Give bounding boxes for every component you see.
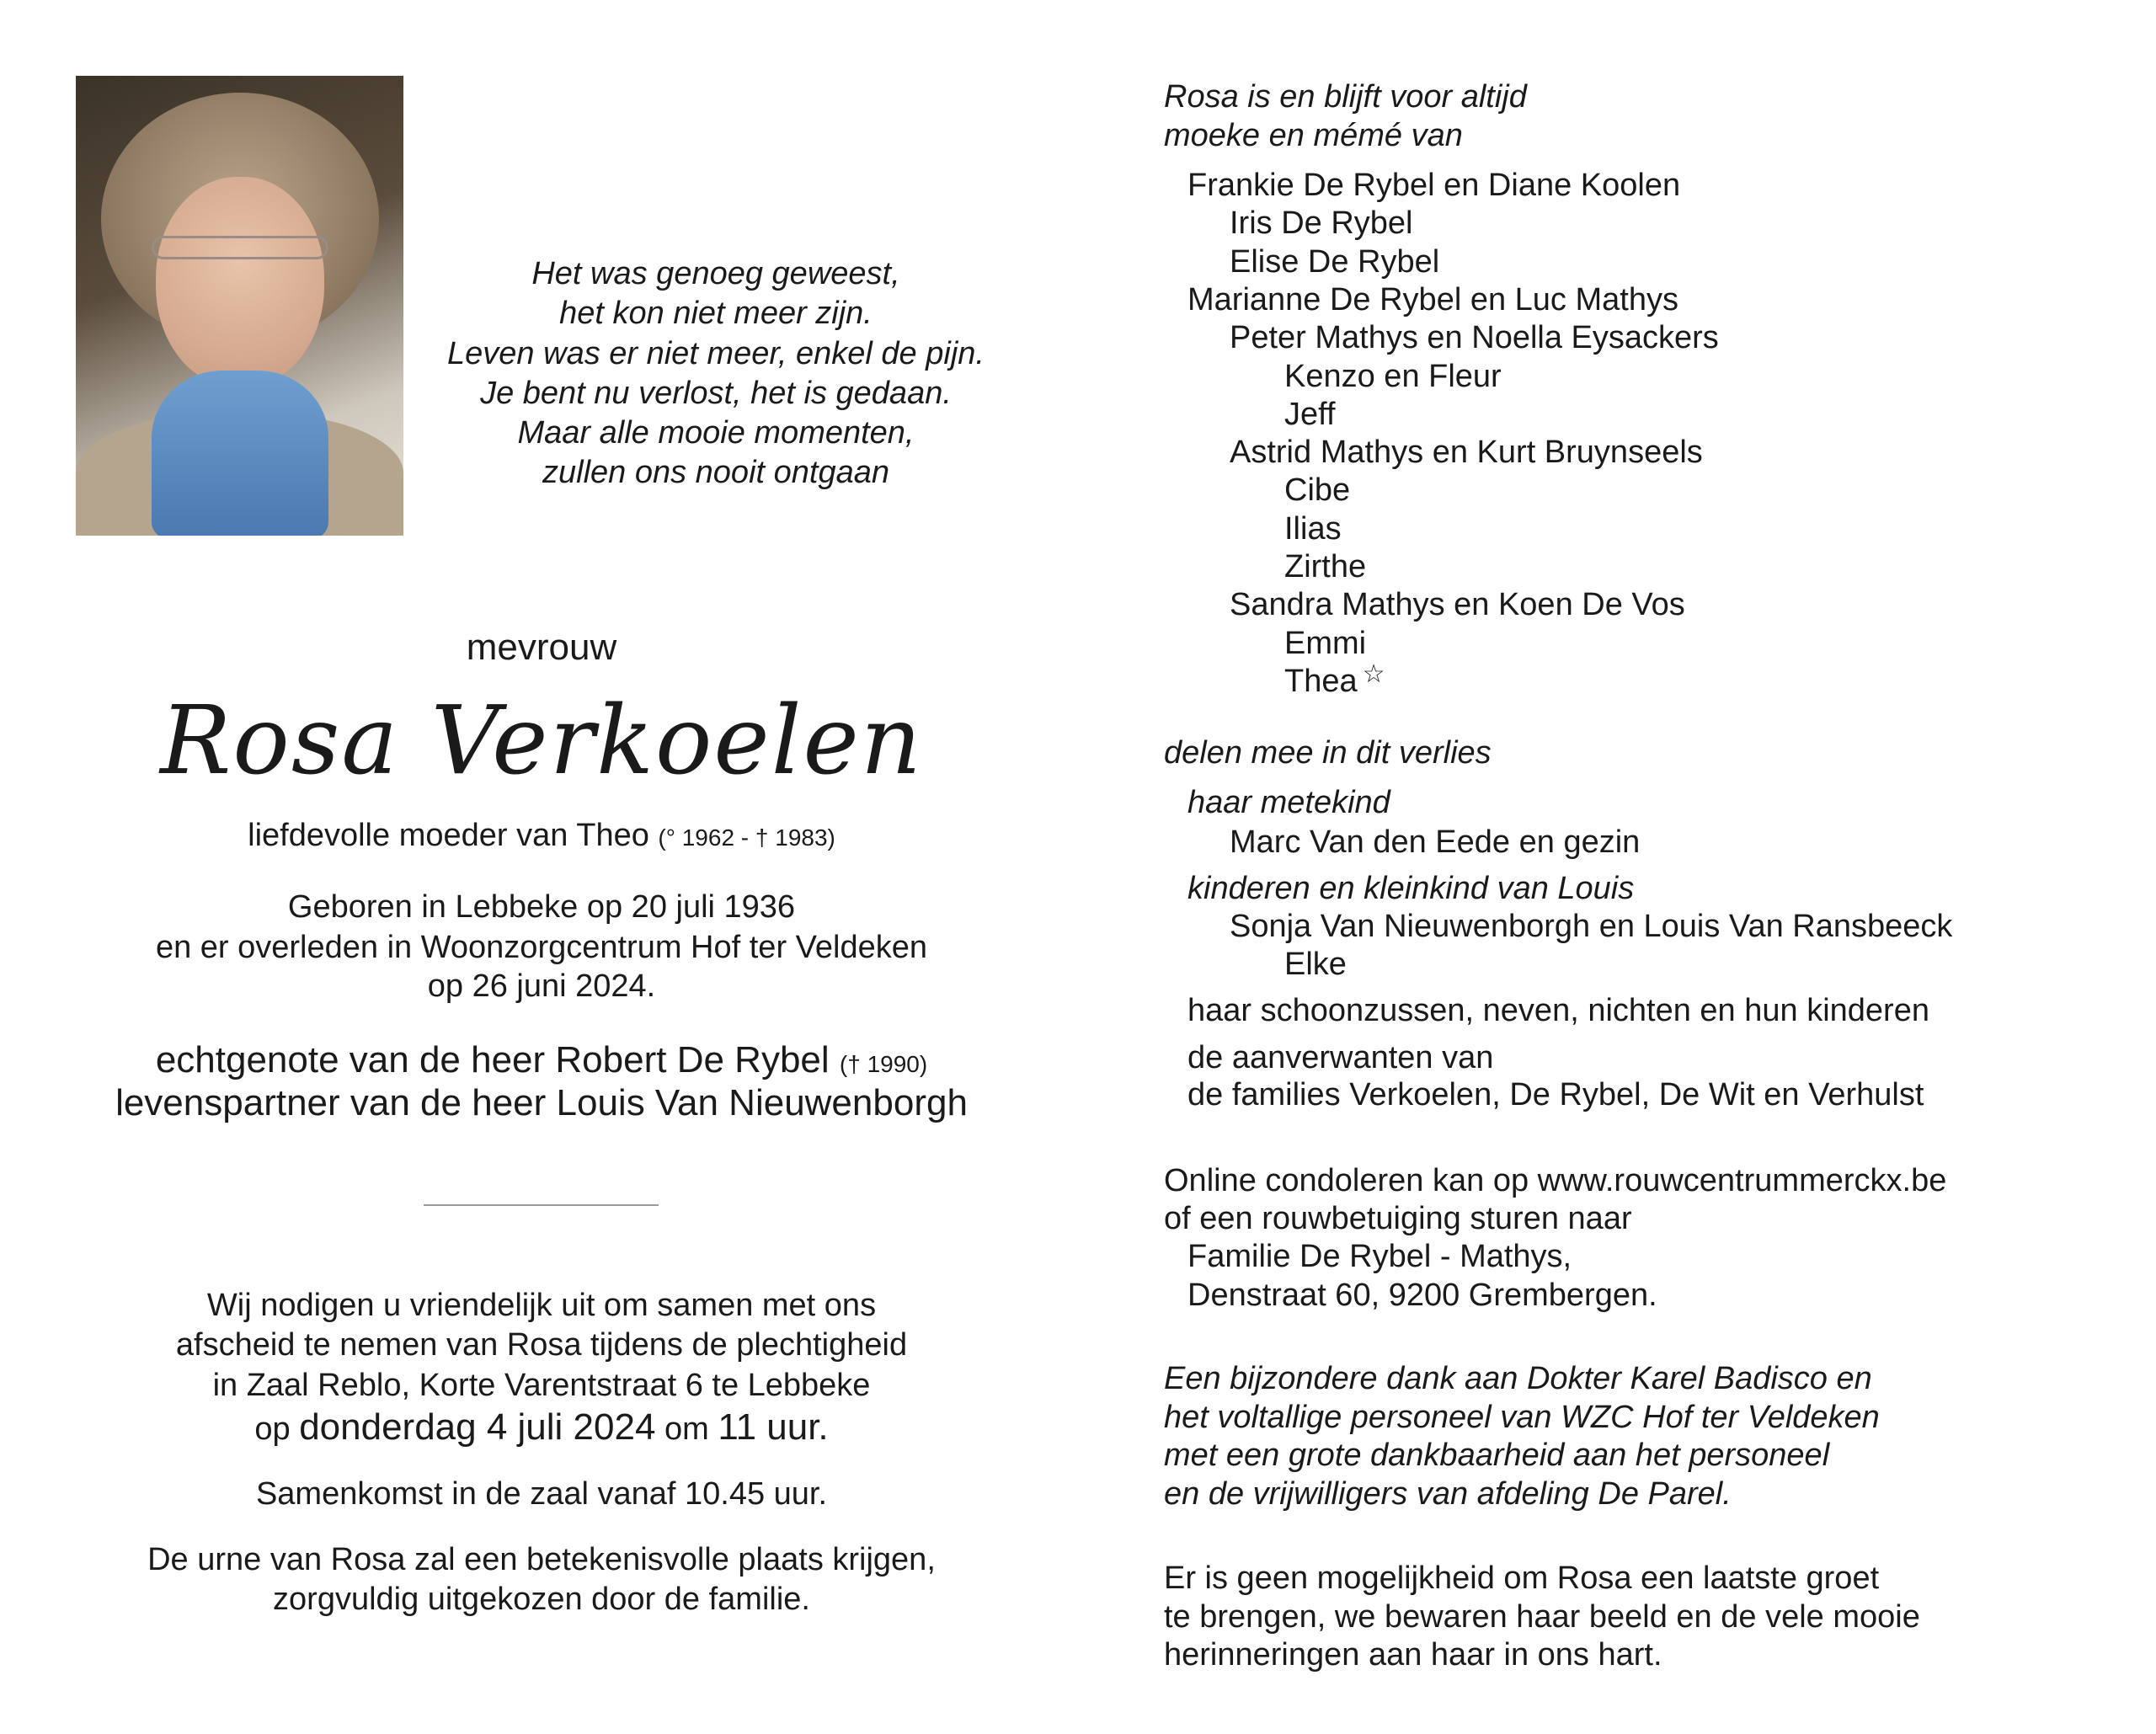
death-date: op 26 juni 2024. bbox=[427, 968, 656, 1004]
mother-of-dates: (° 1962 - † 1983) bbox=[658, 824, 835, 851]
relatives: de families Verkoelen, De Rybel, De Wit en Verhulst bbox=[1187, 1077, 1924, 1112]
star-icon: ☆ bbox=[1362, 659, 1385, 688]
share-intro: delen mee in dit verlies bbox=[1164, 735, 1492, 771]
invitation-line: afscheid te nemen van Rosa tijdens de plechtigheid bbox=[175, 1327, 908, 1363]
closing-line: Er is geen mogelijkheid om Rosa een laatste groet bbox=[1164, 1561, 1880, 1596]
death-line: en er overleden in Woonzorgcentrum Hof ter Veldeken bbox=[155, 930, 928, 965]
louis-label: kinderen en kleinkind van Louis bbox=[1187, 871, 1635, 906]
relatives: de aanverwanten van bbox=[1187, 1040, 1494, 1075]
closing-line: herinneringen aan haar in ons hart. bbox=[1164, 1637, 1662, 1673]
op-text: op bbox=[254, 1411, 291, 1447]
invitation-line: Wij nodigen u vriendelijk uit om samen met ons bbox=[206, 1288, 877, 1323]
family-member bbox=[1187, 166, 1680, 205]
spouse-text: echtgenote van de heer Robert De Rybel bbox=[155, 1039, 830, 1080]
family-member-name: Zirthe bbox=[1284, 549, 1367, 584]
family-member-name: Kenzo en Fleur bbox=[1284, 358, 1502, 394]
family-member bbox=[1230, 243, 1439, 281]
family-member bbox=[1284, 547, 1366, 586]
family-member bbox=[1284, 659, 1385, 701]
poem-line: zullen ons nooit ontgaan bbox=[542, 455, 889, 490]
condolence-address: Denstraat 60, 9200 Grembergen. bbox=[1187, 1278, 1657, 1313]
louis-grandchild: Elke bbox=[1284, 947, 1347, 982]
om-text: om bbox=[664, 1411, 709, 1447]
gathering: Samenkomst in de zaal vanaf 10.45 uur. bbox=[255, 1476, 828, 1512]
family-member bbox=[1187, 280, 1678, 319]
condolence-address: Familie De Rybel - Mathys, bbox=[1187, 1239, 1572, 1274]
family-intro: Rosa is en blijft voor altijd bbox=[1164, 79, 1527, 115]
family-member-name: Elise De Rybel bbox=[1230, 243, 1440, 280]
urn-line: zorgvuldig uitgekozen door de familie. bbox=[273, 1582, 810, 1617]
poem-line: Leven was er niet meer, enkel de pijn. bbox=[447, 336, 985, 371]
family-member bbox=[1284, 471, 1350, 510]
family-member bbox=[1284, 624, 1366, 663]
spouse bbox=[0, 1041, 1083, 1084]
family-member-name: Marianne De Rybel en Luc Mathys bbox=[1187, 281, 1678, 317]
family-member-name: Thea bbox=[1284, 663, 1358, 699]
family-member-name: Cibe bbox=[1284, 472, 1351, 509]
family-member-name: Jeff bbox=[1284, 396, 1336, 432]
godchild: Marc Van den Eede en gezin bbox=[1230, 824, 1641, 860]
birth-line: Geboren in Lebbeke op 20 juli 1936 bbox=[287, 889, 796, 925]
family-member bbox=[1230, 318, 1719, 357]
closing-line: te brengen, we bewaren haar beeld en de vele mooie bbox=[1164, 1599, 1920, 1635]
deceased-name: Rosa Verkoelen bbox=[160, 686, 923, 796]
family-member-name: Sandra Mathys en Koen De Vos bbox=[1230, 587, 1685, 623]
mother-of bbox=[0, 816, 1083, 857]
ceremony-day: donderdag 4 juli 2024 bbox=[299, 1406, 656, 1448]
family-member bbox=[1230, 585, 1685, 624]
spouse-dates: († 1990) bbox=[839, 1051, 928, 1077]
family-member bbox=[1284, 510, 1342, 548]
family-member bbox=[1230, 433, 1703, 472]
urn-line: De urne van Rosa zal een betekenisvolle plaats krijgen, bbox=[147, 1542, 936, 1577]
godchild-label: haar metekind bbox=[1187, 785, 1390, 820]
thanks-line: het voltallige personeel van WZC Hof ter Veldeken bbox=[1164, 1400, 1880, 1435]
family-member-name: Ilias bbox=[1284, 510, 1342, 547]
portrait-photo bbox=[76, 76, 403, 536]
divider bbox=[424, 1204, 659, 1206]
ceremony-hour: 11 uur. bbox=[718, 1406, 829, 1448]
thanks-line: Een bijzondere dank aan Dokter Karel Badisco en bbox=[1164, 1361, 1872, 1396]
poem-line: Maar alle mooie momenten, bbox=[517, 415, 915, 451]
condolence-line: of een rouwbetuiging sturen naar bbox=[1164, 1201, 1632, 1236]
family-member-name: Peter Mathys en Noella Eysackers bbox=[1230, 320, 1719, 356]
poem-line: Je bent nu verlost, het is gedaan. bbox=[480, 376, 952, 411]
thanks-line: met een grote dankbaarheid aan het personeel bbox=[1164, 1438, 1830, 1473]
poem-line: Het was genoeg geweest, bbox=[531, 256, 900, 291]
family-member-name: Emmi bbox=[1284, 625, 1367, 661]
condolence-line: Online condoleren kan op www.rouwcentrummerckx.be bbox=[1164, 1163, 1947, 1198]
family-intro: moeke en mémé van bbox=[1164, 118, 1463, 153]
family-member-name: Astrid Mathys en Kurt Bruynseels bbox=[1230, 435, 1703, 471]
invitation-line: in Zaal Reblo, Korte Varentstraat 6 te Lebbeke bbox=[212, 1368, 871, 1403]
thanks-line: en de vrijwilligers van afdeling De Parel. bbox=[1164, 1476, 1732, 1512]
partner: levenspartner van de heer Louis Van Nieuwenborgh bbox=[115, 1082, 968, 1123]
inlaws: haar schoonzussen, neven, nichten en hun kinderen bbox=[1187, 993, 1929, 1028]
family-member bbox=[1284, 357, 1502, 396]
title-mevrouw: mevrouw bbox=[466, 627, 617, 668]
louis-children: Sonja Van Nieuwenborgh en Louis Van Ransbeeck bbox=[1230, 909, 1953, 944]
poem-line: het kon niet meer zijn. bbox=[559, 296, 873, 331]
mother-of-text: liefdevolle moeder van Theo bbox=[248, 818, 649, 853]
family-member-name: Iris De Rybel bbox=[1230, 205, 1413, 242]
family-member bbox=[1284, 395, 1336, 434]
ceremony-date bbox=[0, 1408, 1083, 1449]
family-member-name: Frankie De Rybel en Diane Koolen bbox=[1187, 168, 1681, 203]
family-member bbox=[1230, 204, 1413, 243]
